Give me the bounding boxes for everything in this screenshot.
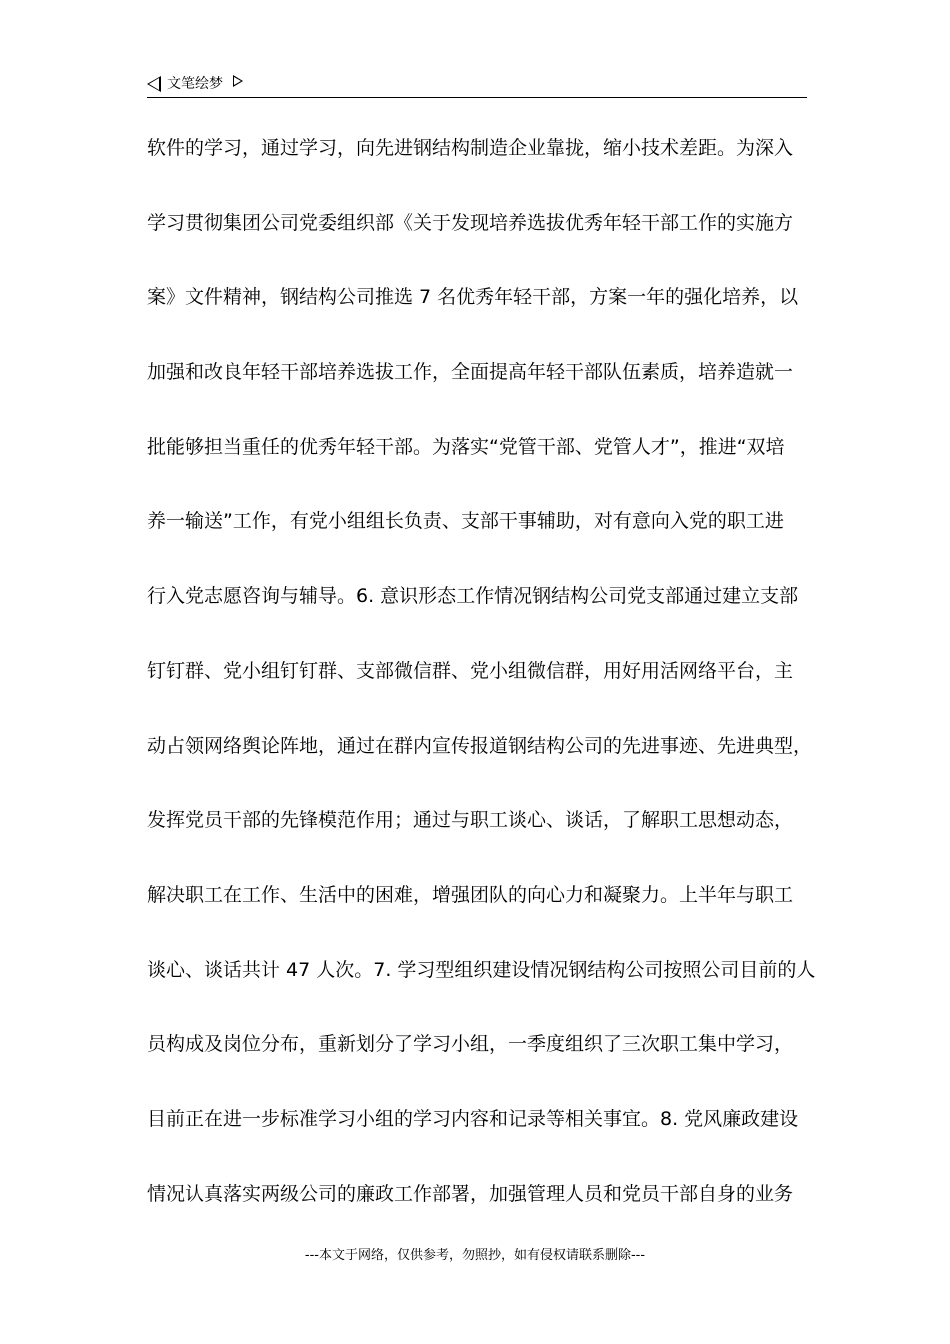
text-line: 情况认真落实两级公司的廉政工作部署，加强管理人员和党员干部自身的业务 <box>147 1182 794 1205</box>
page-header <box>147 72 807 98</box>
text-line: 解决职工在工作、生活中的困难，增强团队的向心力和凝聚力。上半年与职工 <box>147 883 794 906</box>
text-line: 员构成及岗位分布，重新划分了学习小组，一季度组织了三次职工集中学习， <box>147 1033 794 1056</box>
text-line: 钉钉群、党小组钉钉群、支部微信群、党小组微信群，用好用活网络平台，主 <box>147 659 794 682</box>
text-line: 谈心、谈话共计 47 人次。7. 学习型组织建设情况钢结构公司按照公司目前的人 <box>147 958 816 981</box>
header-divider <box>147 97 807 98</box>
document-body <box>147 128 827 1248</box>
text-line: 养一输送”工作，有党小组组长负责、支部干事辅助，对有意向入党的职工进 <box>147 510 784 533</box>
right-triangle-icon <box>233 75 243 87</box>
text-line: 行入党志愿咨询与辅导。6. 意识形态工作情况钢结构公司党支部通过建立支部 <box>147 585 799 608</box>
text-line: 学习贯彻集团公司党委组织部《关于发现培养选拔优秀年轻干部工作的实施方 <box>147 211 794 234</box>
text-line: 发挥党员干部的先锋模范作用；通过与职工谈心、谈话，了解职工思想动态， <box>147 809 794 832</box>
left-triangle-icon <box>147 76 161 92</box>
text-line: 动占领网络舆论阵地，通过在群内宣传报道钢结构公司的先进事迹、先进典型， <box>147 734 813 757</box>
text-line: 加强和改良年轻干部培养选拔工作，全面提高年轻干部队伍素质，培养造就一 <box>147 361 794 384</box>
text-line: 案》文件精神，钢结构公司推选 7 名优秀年轻干部，方案一年的强化培养，以 <box>147 286 799 309</box>
text-line: 软件的学习，通过学习，向先进钢结构制造企业靠拢，缩小技术差距。为深入 <box>147 137 794 159</box>
text-line: 目前正在进一步标准学习小组的学习内容和记录等相关事宜。8. 党风廉政建设 <box>147 1107 799 1130</box>
page-footer: ---本文于网络，仅供参考，勿照抄，如有侵权请联系删除--- <box>304 1248 646 1263</box>
header-title: 文笔绘梦 <box>167 76 223 92</box>
text-line: 批能够担当重任的优秀年轻干部。为落实“党管干部、党管人才”，推进“双培 <box>147 435 785 458</box>
